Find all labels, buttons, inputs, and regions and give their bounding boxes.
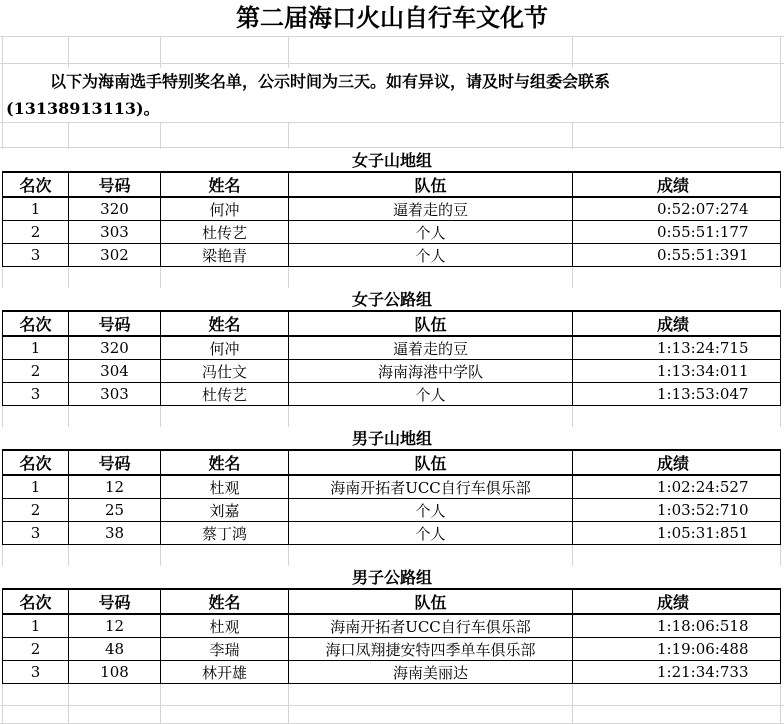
cell-score: 1:19:06:488 (573, 638, 781, 661)
group-title-women-mountain: 女子山地组 (0, 149, 784, 171)
cell-score: 1:13:53:047 (573, 383, 781, 406)
cell-name: 李瑞 (161, 638, 289, 661)
cell-team: 海南开拓者UCC自行车俱乐部 (289, 475, 573, 499)
table-header-row (3, 311, 781, 336)
table-row (3, 336, 781, 360)
cell-score: 1:21:34:733 (573, 661, 781, 684)
cell-rank: 2 (3, 360, 69, 383)
cell-name: 冯仕文 (161, 360, 289, 383)
group-title-men-mountain: 男子山地组 (0, 427, 784, 449)
cell-number: 12 (69, 475, 161, 499)
gridline (0, 36, 784, 37)
cell-team: 逼着走的豆 (289, 197, 573, 221)
cell-number: 12 (69, 614, 161, 638)
cell-rank: 2 (3, 638, 69, 661)
table-row (3, 638, 781, 661)
table-row (3, 221, 781, 244)
gridline (0, 147, 784, 148)
table-row (3, 661, 781, 684)
column-header-name: 姓名 (161, 311, 289, 336)
cell-team: 逼着走的豆 (289, 336, 573, 360)
cell-team: 海南美丽达 (289, 661, 573, 684)
column-header-score: 成绩 (573, 172, 781, 197)
column-header-score: 成绩 (573, 311, 781, 336)
column-header-team: 队伍 (289, 450, 573, 475)
cell-score: 1:05:31:851 (573, 522, 781, 545)
cell-number: 303 (69, 383, 161, 406)
cell-name: 杜传艺 (161, 383, 289, 406)
results-table-women-mountain (2, 171, 781, 267)
cell-number: 25 (69, 499, 161, 522)
column-header-number: 号码 (69, 172, 161, 197)
results-table-men-road (2, 588, 781, 684)
gridline (0, 122, 784, 123)
column-header-team: 队伍 (289, 589, 573, 614)
table-row (3, 475, 781, 499)
table-row (3, 244, 781, 267)
column-header-name: 姓名 (161, 172, 289, 197)
gridline (0, 705, 784, 706)
table-header-row (3, 589, 781, 614)
cell-score: 0:52:07:274 (573, 197, 781, 221)
cell-team: 个人 (289, 383, 573, 406)
gridline (0, 63, 784, 64)
column-header-score: 成绩 (573, 450, 781, 475)
cell-name: 刘嘉 (161, 499, 289, 522)
results-table-men-mountain (2, 449, 781, 545)
column-header-number: 号码 (69, 311, 161, 336)
group-title-women-road: 女子公路组 (0, 288, 784, 310)
notice-line-2: (13138913113)。 (6, 99, 160, 118)
cell-score: 1:03:52:710 (573, 499, 781, 522)
cell-number: 304 (69, 360, 161, 383)
cell-score: 1:18:06:518 (573, 614, 781, 638)
cell-number: 48 (69, 638, 161, 661)
cell-number: 302 (69, 244, 161, 267)
cell-rank: 3 (3, 244, 69, 267)
column-header-name: 姓名 (161, 589, 289, 614)
table-row (3, 197, 781, 221)
column-header-team: 队伍 (289, 311, 573, 336)
cell-score: 1:02:24:527 (573, 475, 781, 499)
page-title: 第二届海口火山自行车文化节 (0, 0, 784, 36)
cell-team: 个人 (289, 244, 573, 267)
cell-rank: 1 (3, 197, 69, 221)
cell-rank: 2 (3, 499, 69, 522)
table-row (3, 522, 781, 545)
results-table-women-road (2, 310, 781, 406)
cell-team: 海南开拓者UCC自行车俱乐部 (289, 614, 573, 638)
column-header-rank: 名次 (3, 589, 69, 614)
column-header-number: 号码 (69, 450, 161, 475)
cell-rank: 3 (3, 522, 69, 545)
cell-name: 林开雄 (161, 661, 289, 684)
cell-rank: 3 (3, 383, 69, 406)
table-row (3, 383, 781, 406)
cell-number: 108 (69, 661, 161, 684)
cell-name: 何冲 (161, 336, 289, 360)
table-row (3, 360, 781, 383)
cell-name: 梁艳青 (161, 244, 289, 267)
cell-team: 海口凤翔捷安特四季单车俱乐部 (289, 638, 573, 661)
cell-score: 0:55:51:391 (573, 244, 781, 267)
cell-team: 个人 (289, 221, 573, 244)
cell-name: 杜观 (161, 475, 289, 499)
cell-rank: 1 (3, 614, 69, 638)
cell-rank: 1 (3, 336, 69, 360)
column-header-number: 号码 (69, 589, 161, 614)
cell-number: 320 (69, 197, 161, 221)
cell-name: 杜传艺 (161, 221, 289, 244)
cell-name: 杜观 (161, 614, 289, 638)
table-row (3, 499, 781, 522)
column-header-score: 成绩 (573, 589, 781, 614)
column-header-rank: 名次 (3, 450, 69, 475)
cell-team: 个人 (289, 499, 573, 522)
cell-team: 个人 (289, 522, 573, 545)
cell-rank: 1 (3, 475, 69, 499)
cell-name: 何冲 (161, 197, 289, 221)
cell-score: 0:55:51:177 (573, 221, 781, 244)
cell-score: 1:13:34:011 (573, 360, 781, 383)
group-title-men-road: 男子公路组 (0, 566, 784, 588)
table-header-row (3, 450, 781, 475)
cell-score: 1:13:24:715 (573, 336, 781, 360)
column-header-rank: 名次 (3, 172, 69, 197)
cell-rank: 2 (3, 221, 69, 244)
table-header-row (3, 172, 781, 197)
cell-number: 303 (69, 221, 161, 244)
cell-number: 320 (69, 336, 161, 360)
table-row (3, 614, 781, 638)
notice-text (6, 68, 778, 122)
column-header-rank: 名次 (3, 311, 69, 336)
notice-line-1: 以下为海南选手特别奖名单，公示时间为三天。如有异议，请及时与组委会联系 (50, 72, 611, 91)
cell-number: 38 (69, 522, 161, 545)
cell-name: 蔡丁鸿 (161, 522, 289, 545)
cell-team: 海南海港中学队 (289, 360, 573, 383)
column-header-team: 队伍 (289, 172, 573, 197)
cell-rank: 3 (3, 661, 69, 684)
column-header-name: 姓名 (161, 450, 289, 475)
